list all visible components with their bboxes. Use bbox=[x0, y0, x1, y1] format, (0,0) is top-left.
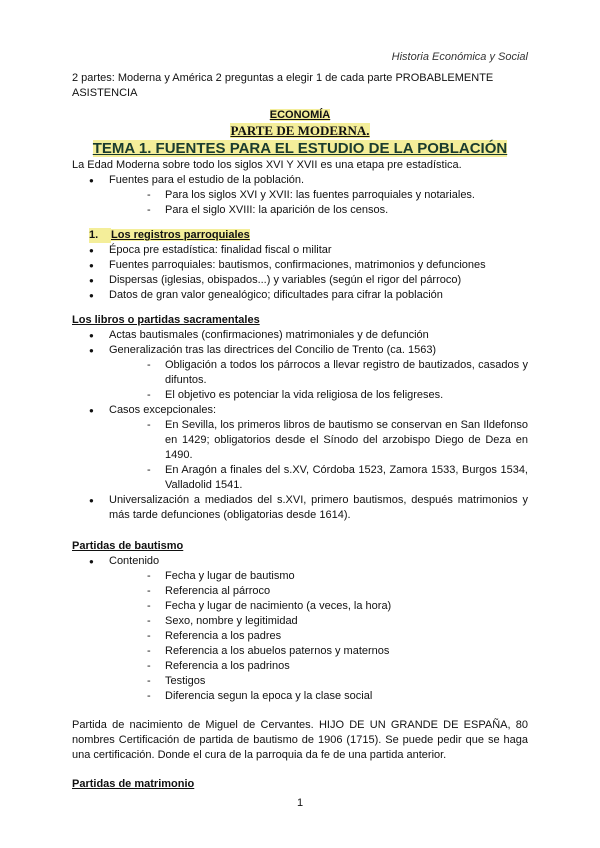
parte-heading: PARTE DE MODERNA. bbox=[230, 123, 370, 138]
list-item: ● Contenido - Fecha y lugar de bautismo - Referencia al párroco - Fecha y lugar de nacimiento (a veces, la hora) - Sexo, nombre y legitimidad - Referencia a los padres - Referencia a los abuelos paternos y maternos - Referencia a los padrinos - Testigos - Diferencia segun la epoca y la clase social bbox=[87, 554, 528, 704]
sublist bbox=[109, 358, 528, 403]
list-item: - En Sevilla, los primeros libros de bautismo se conservan en San Ildefonso en 1429; obligatorios desde el Sínodo del arzobispo Diego de Deza en 1490. bbox=[147, 418, 528, 463]
section-libros-heading: Los libros o partidas sacramentales bbox=[72, 314, 260, 326]
list-item: - Testigos bbox=[147, 674, 528, 689]
list-item: - Referencia a los padres bbox=[147, 629, 528, 644]
libros-list bbox=[72, 328, 528, 523]
sublist bbox=[109, 418, 528, 493]
list-item: - Para el siglo XVIII: la aparición de los censos. bbox=[147, 203, 528, 218]
list-item: - Referencia al párroco bbox=[147, 584, 528, 599]
list-item: - Referencia a los padrinos bbox=[147, 659, 528, 674]
list-item: - El objetivo es potenciar la vida religiosa de los feligreses. bbox=[147, 388, 528, 403]
section-registros-heading bbox=[72, 228, 528, 243]
list-item: ● Fuentes para el estudio de la población. - Para los siglos XVI y XVII: las fuentes parroquiales y notariales. - Para el siglo XVIII: la aparición de los censos. bbox=[87, 173, 528, 218]
list-item: - Fecha y lugar de bautismo bbox=[147, 569, 528, 584]
lead-paragraph: La Edad Moderna sobre todo los siglos XVI Y XVII es una etapa pre estadística. bbox=[72, 159, 462, 171]
fuentes-list bbox=[72, 173, 528, 218]
list-item: - Para los siglos XVI y XVII: las fuentes parroquiales y notariales. bbox=[147, 188, 528, 203]
running-header: Historia Económica y Social bbox=[391, 51, 528, 63]
list-item: ● Datos de gran valor genealógico; dificultades para cifrar la población bbox=[87, 288, 528, 303]
sublist bbox=[109, 188, 528, 218]
intro-note: 2 partes: Moderna y América 2 preguntas a elegir 1 de cada parte PROBABLEMENTE ASISTENCIA bbox=[72, 72, 494, 99]
cervantes-paragraph: Partida de nacimiento de Miguel de Cervantes. HIJO DE UN GRANDE DE ESPAÑA, 80 nombres Certificación de partida de bautismo de 1906 (1715). Se puede pedir que se haga una certificación. Donde el cura de la parroquia da fe de una partida anterior. bbox=[72, 719, 528, 761]
registros-list bbox=[72, 243, 528, 303]
section-bautismo-heading: Partidas de bautismo bbox=[72, 540, 184, 552]
list-item: ● Fuentes parroquiales: bautismos, confirmaciones, matrimonios y defunciones bbox=[87, 258, 528, 273]
list-item: ● Dispersas (iglesias, obispados...) y variables (según el rigor del párroco) bbox=[87, 273, 528, 288]
list-item: ● Universalización a mediados del s.XVI, primero bautismos, después matrimonios y más tarde defunciones (obligatorias desde 1614). bbox=[87, 493, 528, 523]
list-item: ● Actas bautismales (confirmaciones) matrimoniales y de defunción bbox=[87, 328, 528, 343]
page-number: 1 bbox=[296, 797, 304, 809]
list-item: - Diferencia segun la epoca y la clase social bbox=[147, 689, 528, 704]
list-item: - Obligación a todos los párrocos a llevar registro de bautizados, casados y difuntos. bbox=[147, 358, 528, 388]
bautismo-list bbox=[72, 554, 528, 704]
list-item: ● Época pre estadística: finalidad fiscal o militar bbox=[87, 243, 528, 258]
list-item: ● Casos excepcionales: - En Sevilla, los primeros libros de bautismo se conservan en San Ildefonso en 1429; obligatorios desde el Sínodo del arzobispo Diego de Deza en 1490. - En Aragón a finales del s.XV, Córdoba 1523, Zamora 1533, Burgos 1534, Valladolid 1541. bbox=[87, 403, 528, 493]
list-item: - En Aragón a finales del s.XV, Córdoba 1523, Zamora 1533, Burgos 1534, Valladolid 1541. bbox=[147, 463, 528, 493]
section-title: Los registros parroquiales bbox=[111, 229, 250, 241]
tema-title: TEMA 1. FUENTES PARA EL ESTUDIO DE LA POBLACIÓN bbox=[92, 140, 508, 157]
economia-heading: ECONOMÍA bbox=[269, 109, 331, 121]
document-body bbox=[72, 71, 528, 792]
list-item: - Fecha y lugar de nacimiento (a veces, la hora) bbox=[147, 599, 528, 614]
list-item: - Referencia a los abuelos paternos y maternos bbox=[147, 644, 528, 659]
sublist bbox=[109, 569, 528, 704]
list-item: ● Generalización tras las directrices del Concilio de Trento (ca. 1563) - Obligación a todos los párrocos a llevar registro de bautizados, casados y difuntos. - El objetivo es potenciar la vida religiosa de los feligreses. bbox=[87, 343, 528, 403]
list-item: - Sexo, nombre y legitimidad bbox=[147, 614, 528, 629]
section-matrimonio-heading: Partidas de matrimonio bbox=[72, 778, 195, 790]
section-number: 1. bbox=[89, 228, 111, 243]
